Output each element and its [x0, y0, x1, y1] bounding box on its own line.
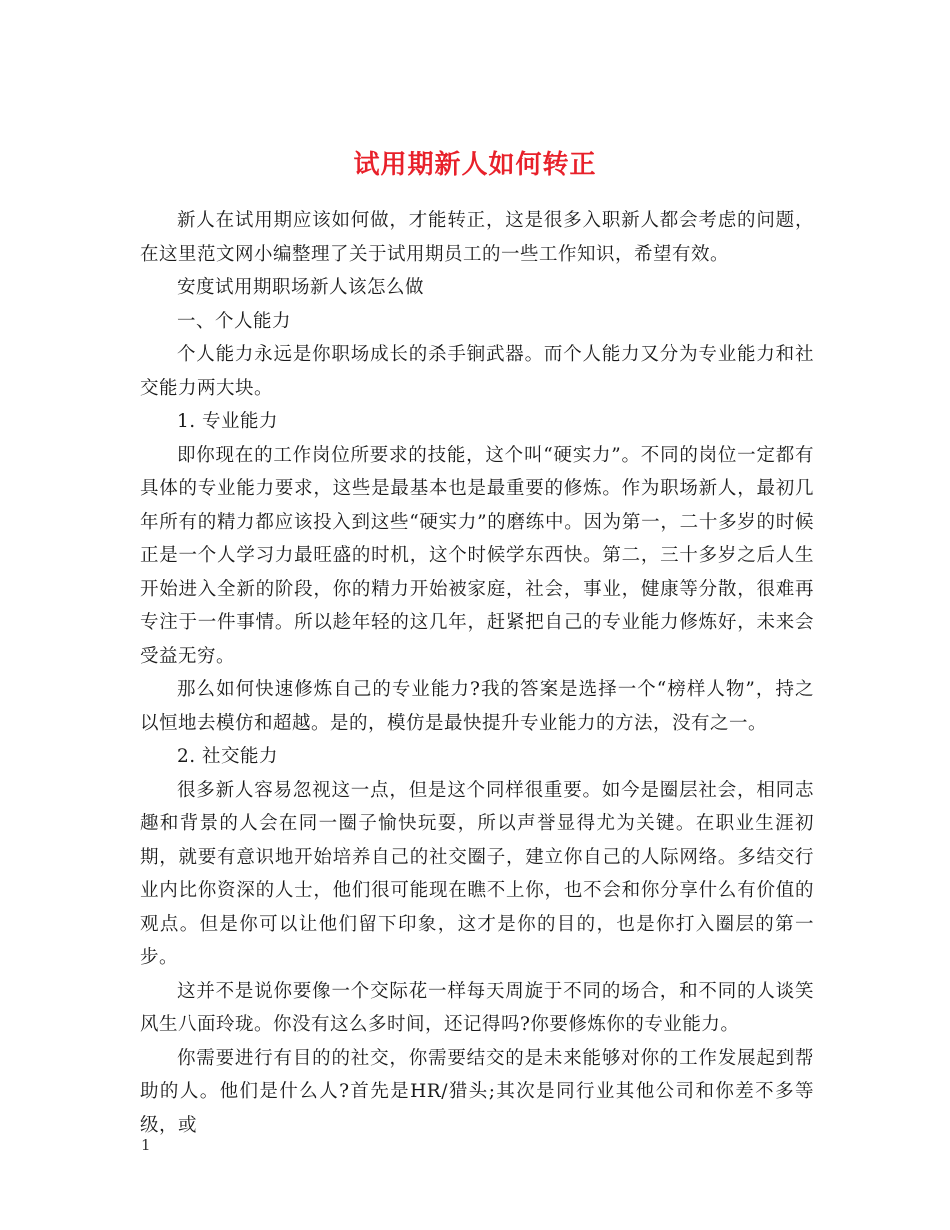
paragraph-purposeful-networking: 你需要进行有目的的社交，你需要结交的是未来能够对你的工作发展起到帮助的人。他们是什么人?首先是HR/猎头;其次是同行业其他公司和你差不多等级，或	[140, 1047, 814, 1136]
document-title: 试用期新人如何转正	[353, 150, 597, 181]
paragraph-intro: 新人在试用期应该如何做，才能转正，这是很多入职新人都会考虑的问题，在这里范文网小编整理了关于试用期员工的一些工作知识，希望有效。	[140, 210, 814, 265]
section-heading-personal-ability: 一、个人能力	[177, 310, 292, 332]
paragraph-professional-ability: 即你现在的工作岗位所要求的技能，这个叫“硬实力”。不同的岗位一定都有具体的专业能力要求，这些是最基本也是最重要的修炼。作为职场新人，最初几年所有的精力都应该投入到这些“硬实力”的磨练中。因为第一，二十多岁的时候正是一个人学习力最旺盛的时机，这个时候学东西快。第二，三十多岁之后人生开始进入全新的阶段，你的精力开始被家庭，社会，事业，健康等分散，很难再专注于一件事情。所以趁年轻的这几年，赶紧把自己的专业能力修炼好，未来会受益无穷。	[140, 444, 814, 667]
page-number: 1	[141, 1136, 151, 1154]
paragraph-role-model: 那么如何快速修炼自己的专业能力?我的答案是选择一个“榜样人物”，持之以恒地去模仿和超越。是的，模仿是最快提升专业能力的方法，没有之一。	[140, 679, 814, 734]
section-heading-social-ability: 2. 社交能力	[177, 746, 279, 767]
paragraph-social-ability: 很多新人容易忽视这一点，但是这个同样很重要。如今是圈层社会，相同志趣和背景的人会在同一圈子愉快玩耍，所以声誉显得尤为关键。在职业生涯初期，就要有意识地开始培养自己的社交圈子，建立你自己的人际网络。多结交行业内比你资深的人士，他们很可能现在瞧不上你，也不会和你分享什么有价值的观点。但是你可以让他们留下印象，这才是你的目的，也是你打入圈层的第一步。	[140, 779, 814, 968]
document-body	[140, 204, 814, 1142]
paragraph-not-socialite: 这并不是说你要像一个交际花一样每天周旋于不同的场合，和不同的人谈笑风生八面玲珑。你没有这么多时间，还记得吗?你要修炼你的专业能力。	[140, 980, 814, 1035]
section-heading-professional-ability: 1. 专业能力	[177, 411, 279, 432]
paragraph-personal-ability: 个人能力永远是你职场成长的杀手锏武器。而个人能力又分为专业能力和社交能力两大块。	[140, 344, 814, 399]
paragraph-subheading: 安度试用期职场新人该怎么做	[177, 277, 425, 298]
